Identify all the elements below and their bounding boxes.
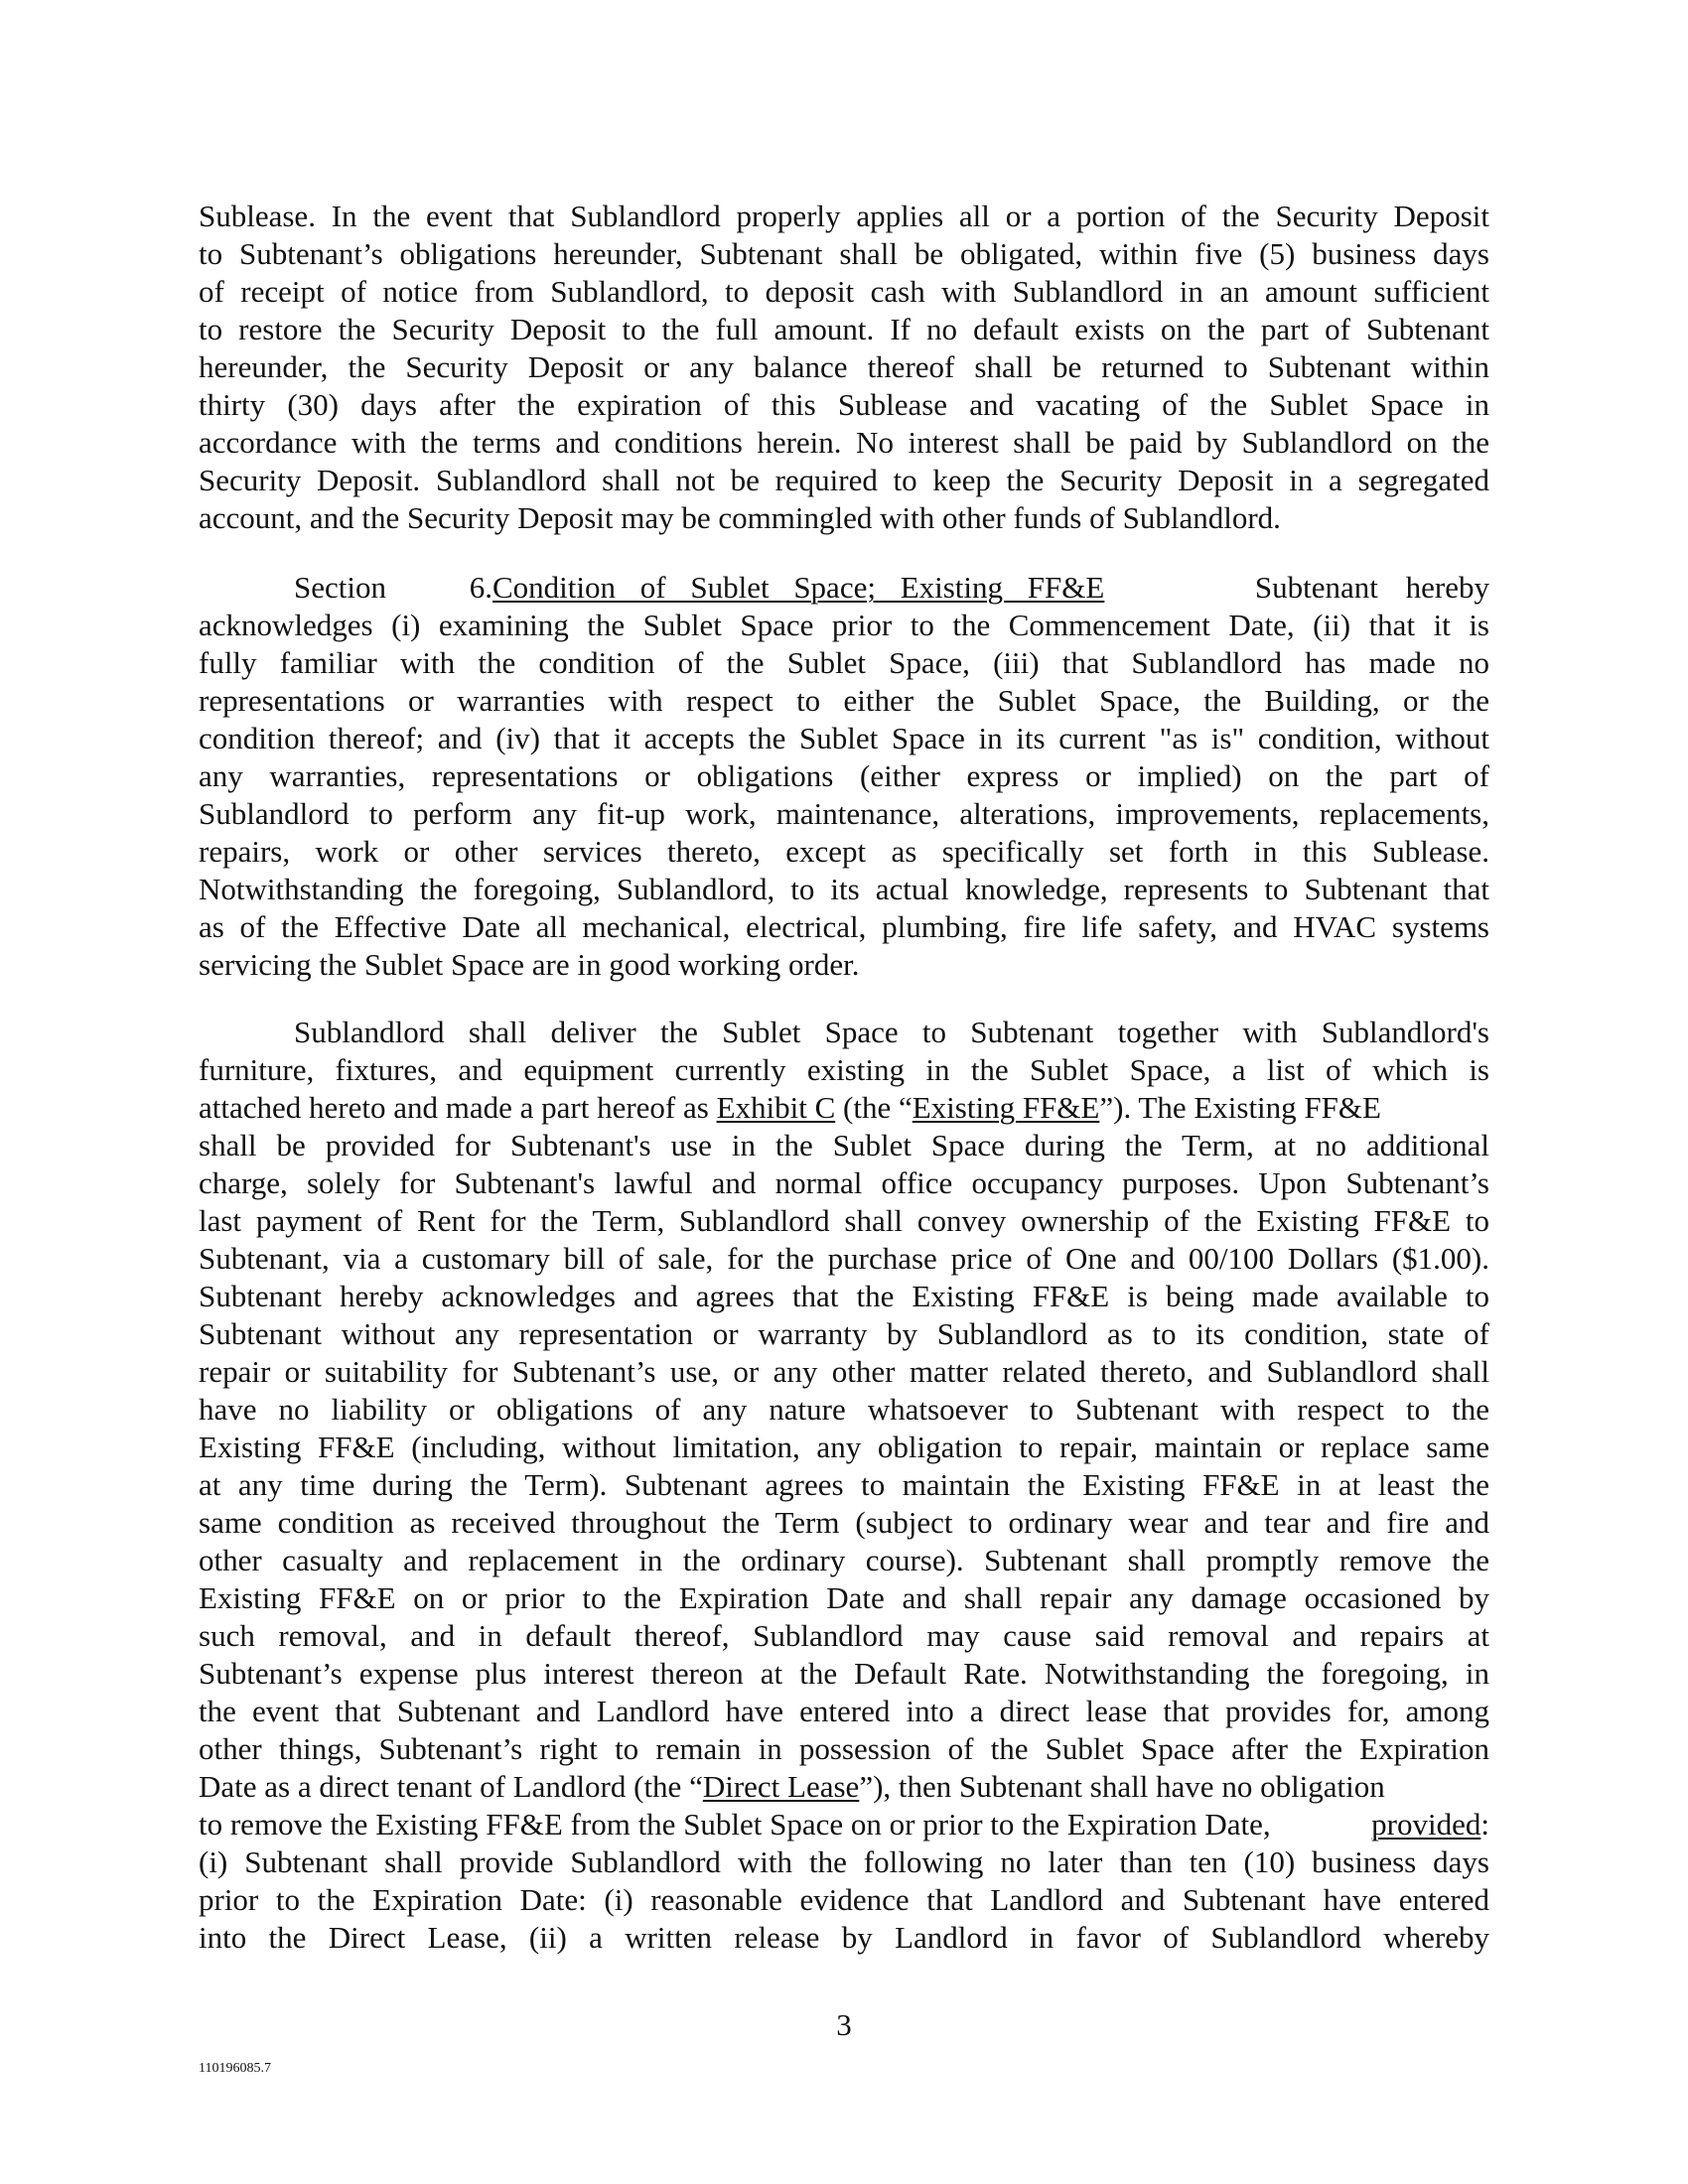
paragraph-security-deposit	[199, 198, 1489, 537]
text-line: hereunder, the Security Deposit or any balance thereof shall be returned to Subtenant within	[199, 349, 1489, 384]
paragraph-existing-ffe	[199, 1014, 1489, 1957]
text-line: furniture, fixtures, and equipment currently existing in the Sublet Space, a list of which is	[199, 1052, 1489, 1087]
exhibit-c-reference: Exhibit C	[716, 1090, 836, 1125]
text-line: same condition as received throughout the Term (subject to ordinary wear and tear and fire and	[199, 1505, 1489, 1540]
text-line: Subtenant hereby acknowledges and agrees that the Existing FF&E is being made available to	[199, 1279, 1489, 1313]
text-line: charge, solely for Subtenant's lawful and normal office occupancy purposes. Upon Subtenant’s	[199, 1165, 1489, 1200]
section-heading-rest: Subtenant hereby	[1254, 570, 1489, 605]
text-line: shall be provided for Subtenant's use in the Sublet Space during the Term, at no additional	[199, 1128, 1489, 1162]
text-line: acknowledges (i) examining the Sublet Space prior to the Commencement Date, (ii) that it is	[199, 608, 1489, 642]
text-fragment: to remove the Existing FF&E from the Sublet Space on or prior to the Expiration Date,	[199, 1807, 1279, 1842]
text-fragment: attached hereto and made a part hereof as	[199, 1090, 717, 1125]
text-line: Security Deposit. Sublandlord shall not be required to keep the Security Deposit in a segregated	[199, 463, 1489, 497]
text-line: Subtenant, via a customary bill of sale, for the purchase price of One and 00/100 Dollars ($1.00).	[199, 1241, 1489, 1276]
defined-term-direct-lease: Direct Lease	[702, 1769, 860, 1804]
text-line: to Subtenant’s obligations hereunder, Subtenant shall be obligated, within five (5) business days	[199, 236, 1489, 271]
text-line: condition thereof; and (iv) that it accepts the Sublet Space in its current "as is" condition, without	[199, 721, 1489, 755]
text-line-direct-lease	[199, 1768, 1489, 1806]
text-line: account, and the Security Deposit may be commingled with other funds of Sublandlord.	[199, 500, 1281, 535]
text-line: Subtenant’s expense plus interest thereon at the Default Rate. Notwithstanding the foregoing, in	[199, 1656, 1489, 1691]
text-fragment: (the “	[835, 1090, 913, 1125]
text-line: have no liability or obligations of any nature whatsoever to Subtenant with respect to the	[199, 1392, 1489, 1427]
text-line: the event that Subtenant and Landlord have entered into a direct lease that provides for, among	[199, 1694, 1489, 1728]
text-line: Existing FF&E (including, without limitation, any obligation to repair, maintain or replace same	[199, 1430, 1489, 1464]
text-line: servicing the Sublet Space are in good working order.	[199, 947, 860, 982]
text-line: other casualty and replacement in the ordinary course). Subtenant shall promptly remove the	[199, 1543, 1489, 1577]
text-line: to restore the Security Deposit to the full amount. If no default exists on the part of Subtenant	[199, 312, 1489, 346]
text-line: thirty (30) days after the expiration of this Sublease and vacating of the Sublet Space in	[199, 387, 1489, 422]
text-line: Subtenant without any representation or warranty by Sublandlord as to its condition, state of	[199, 1316, 1489, 1351]
text-line: any warranties, representations or obligations (either express or implied) on the part of	[199, 758, 1489, 793]
provided-underlined: provided	[1371, 1807, 1481, 1842]
text-line: at any time during the Term). Subtenant agrees to maintain the Existing FF&E in at least the	[199, 1467, 1489, 1502]
text-line: Sublease. In the event that Sublandlord properly applies all or a portion of the Security Deposit	[199, 199, 1489, 233]
section-6	[199, 569, 1489, 984]
text-fragment: :	[1480, 1807, 1489, 1842]
text-line: Notwithstanding the foregoing, Sublandlord, to its actual knowledge, represents to Subtenant that	[199, 872, 1489, 906]
text-line: Sublandlord to perform any fit-up work, maintenance, alterations, improvements, replacements,	[199, 796, 1489, 831]
text-fragment: ”). The Existing FF&E	[1099, 1090, 1381, 1125]
text-line: repairs, work or other services thereto, except as specifically set forth in this Sublease.	[199, 834, 1489, 869]
defined-term-existing-ffe: Existing FF&E	[912, 1090, 1100, 1125]
text-line: accordance with the terms and conditions herein. No interest shall be paid by Sublandlord on the	[199, 425, 1489, 460]
text-line-provided	[199, 1806, 1489, 1843]
text-line: representations or warranties with respect to either the Sublet Space, the Building, or the	[199, 683, 1489, 718]
text-line: as of the Effective Date all mechanical, electrical, plumbing, fire life safety, and HVAC systems	[199, 909, 1489, 944]
text-line: other things, Subtenant’s right to remain in possession of the Sublet Space after the Expiration	[199, 1731, 1489, 1766]
text-line-exhibit	[199, 1089, 1489, 1127]
text-line: into the Direct Lease, (ii) a written release by Landlord in favor of Sublandlord whereby	[199, 1920, 1489, 1955]
document-id: 110196085.7	[199, 2061, 271, 2076]
text-fragment: ”), then Subtenant shall have no obligation	[859, 1769, 1385, 1804]
text-line: prior to the Expiration Date: (i) reasonable evidence that Landlord and Subtenant have entered	[199, 1882, 1489, 1917]
text-line: last payment of Rent for the Term, Sublandlord shall convey ownership of the Existing FF&E to	[199, 1203, 1489, 1238]
section-6-heading-line	[199, 569, 1489, 607]
text-line: Existing FF&E on or prior to the Expiration Date and shall repair any damage occasioned by	[199, 1580, 1489, 1615]
text-line: Sublandlord shall deliver the Sublet Space to Subtenant together with Sublandlord's	[294, 1015, 1489, 1049]
text-line: repair or suitability for Subtenant’s use, or any other matter related thereto, and Sublandlord shall	[199, 1354, 1489, 1389]
text-line: fully familiar with the condition of the Sublet Space, (iii) that Sublandlord has made no	[199, 645, 1489, 680]
text-line: such removal, and in default thereof, Sublandlord may cause said removal and repairs at	[199, 1618, 1489, 1653]
text-fragment: Date as a direct tenant of Landlord (the “	[199, 1769, 703, 1804]
text-line: (i) Subtenant shall provide Sublandlord with the following no later than ten (10) business days	[199, 1844, 1489, 1879]
section-number: Section 6.	[294, 570, 492, 605]
page-number: 3	[836, 2007, 852, 2042]
text-line: of receipt of notice from Sublandlord, to deposit cash with Sublandlord in an amount sufficient	[199, 274, 1489, 309]
section-heading	[492, 569, 1255, 607]
section-heading-title: Condition of Sublet Space; Existing FF&E	[492, 570, 1105, 605]
